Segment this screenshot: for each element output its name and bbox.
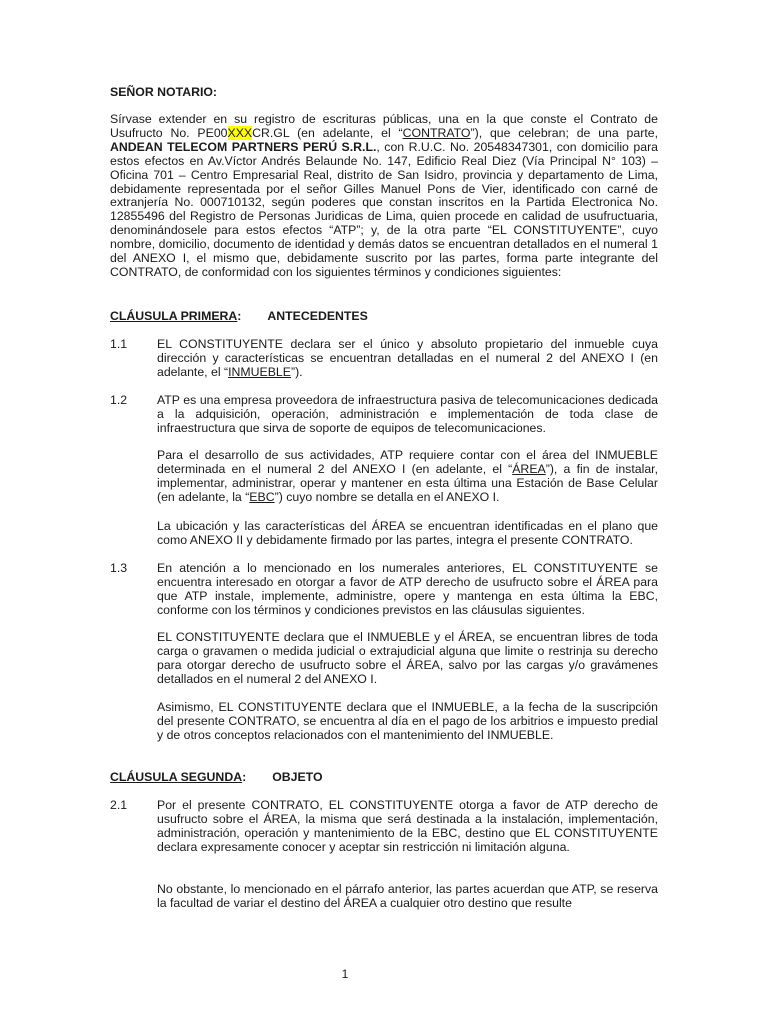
intro-text-1: Sírvase extender en su registro de escrituras públicas, una en la que conste el Contrato de Usufructo No. PE00 — [110, 112, 658, 140]
section-1-2-paragraph-3: La ubicación y las características del ÁREA se encuentran identificadas en el plano que como ANEXO II y debidamente firmado por las partes, integra el presente CONTRATO. — [157, 519, 658, 547]
paragraph-text-c: ”) cuyo nombre se detalla en el ANEXO I. — [274, 489, 500, 504]
paragraph-text: Para el desarrollo de sus actividades, ATP requiere contar con el área del INMUEBLE determinada en el numeral 2 del ANEXO I (en adelante, el “ — [157, 448, 658, 476]
intro-paragraph — [110, 113, 658, 280]
section-1-1-text — [157, 338, 658, 380]
highlighted-placeholder: XXX — [227, 125, 253, 140]
section-number: 1.1 — [110, 337, 128, 351]
company-name: ANDEAN TELECOM PARTNERS PERÚ S.R.L. — [110, 139, 377, 154]
defined-term-ebc: EBC — [249, 489, 275, 504]
clause-heading-primera — [110, 310, 658, 324]
section-1-3-paragraph-2: EL CONSTITUYENTE declara que el INMUEBLE y el ÁREA, se encuentran libres de toda carga o gravamen o medida judicial o extrajudicial alguna que limite o restrinja su derecho para otorgar derecho de usufructo sobre el ÁREA, salvo por las cargas y/o gravámenes detallados en el numeral 2 del ANEXO I. — [157, 630, 658, 686]
clause-colon: : — [242, 770, 247, 784]
intro-text-1c: ”), que celebran; de una parte, — [470, 125, 659, 140]
section-1-2-paragraph-2 — [157, 449, 658, 505]
page-heading: SEÑOR NOTARIO: — [110, 85, 218, 99]
clause-title: ANTECEDENTES — [267, 309, 368, 323]
section-text-end: ”). — [290, 364, 303, 379]
section-number: 1.2 — [110, 393, 128, 407]
section-2-1-paragraph-2: No obstante, lo mencionado en el párrafo anterior, las partes acuerdan que ATP, se reserva la facultad de variar el destino del ÁREA a cualquier otro destino que resulte — [157, 882, 658, 910]
clause-heading-segunda — [110, 771, 658, 785]
clause-title: OBJETO — [272, 770, 323, 784]
page-number: 1 — [341, 967, 349, 981]
section-text: EL CONSTITUYENTE declara ser el único y absoluto propietario del inmueble cuya dirección y características se encuentran detalladas en el numeral 2 del ANEXO I (en adelante, el “ — [157, 337, 658, 379]
paragraph-text-b: ”), a fin de instalar, implementar, administrar, operar y mantener en esta última una Estación de Base Celular (en adelante, la “ — [157, 461, 658, 504]
section-2-1-text: Por el presente CONTRATO, EL CONSTITUYENTE otorga a favor de ATP derecho de usufructo sobre el ÁREA, la misma que será destinada a la instalación, implementación, administración, operación y mantenimiento de la EBC, destino que EL CONSTITUYENTE declara expresamente conocer y aceptar sin restricción ni limitación alguna. — [157, 798, 658, 854]
section-1-3-text: En atención a lo mencionado en los numerales anteriores, EL CONSTITUYENTE se encuentra interesado en otorgar a favor de ATP derecho de usufructo sobre el ÁREA para que ATP instale, implemente, administre, opere y mantenga en esta última la EBC, conforme con los términos y condiciones previstos en las cláusulas siguientes. — [157, 561, 658, 617]
defined-term-area: ÁREA — [512, 461, 546, 476]
defined-term-contrato: CONTRATO — [402, 125, 471, 140]
clause-colon: : — [237, 309, 242, 323]
section-1-2-text: ATP es una empresa proveedora de infraestructura pasiva de telecomunicaciones dedicada a la adquisición, operación, administración e implementación de toda clase de infraestructura que sirva de soporte de equipos de telecomunicaciones. — [157, 393, 658, 435]
intro-text-2: , con R.U.C. No. 20548347301, con domicilio para estos efectos en Av.Víctor Andrés Belaunde No. 147, Edificio Real Diez (Vía Principal N° 103) – Oficina 701 – Centro Empresarial Real, distrito de San Isidro, provincia y departamento de Lima, debidamente representada por el señor Gilles Manuel Pons de Vier, identificado con carné de extranjería No. 000710132, según poderes que constan inscritos en la Partida Electronica No. 12855496 del Registro de Personas Juridicas de Lima, quien procede en calidad de usufructuaria, denominándosele para estos efectos “ATP”; y, de la otra parte “EL CONSTITUYENTE”, cuyo nombre, domicilio, documento de identidad y demás datos se encuentran detallados en el numeral 1 del ANEXO I, el mismo que, debidamente suscrito por las partes, forma parte integrante del CONTRATO, de conformidad con los siguientes términos y condiciones siguientes: — [110, 139, 658, 279]
intro-text-1b: CR.GL (en adelante, el “ — [252, 125, 403, 140]
section-1-3-paragraph-3: Asimismo, EL CONSTITUYENTE declara que el INMUEBLE, a la fecha de la suscripción del presente CONTRATO, se encuentra al día en el pago de los arbitrios e impuesto predial y de otros conceptos relacionados con el mantenimiento del INMUEBLE. — [157, 700, 658, 742]
section-number: 1.3 — [110, 561, 128, 575]
clause-label: CLÁUSULA PRIMERA — [110, 309, 238, 323]
section-number: 2.1 — [110, 798, 128, 812]
clause-label: CLÁUSULA SEGUNDA — [110, 770, 243, 784]
defined-term-inmueble: INMUEBLE — [228, 364, 291, 379]
